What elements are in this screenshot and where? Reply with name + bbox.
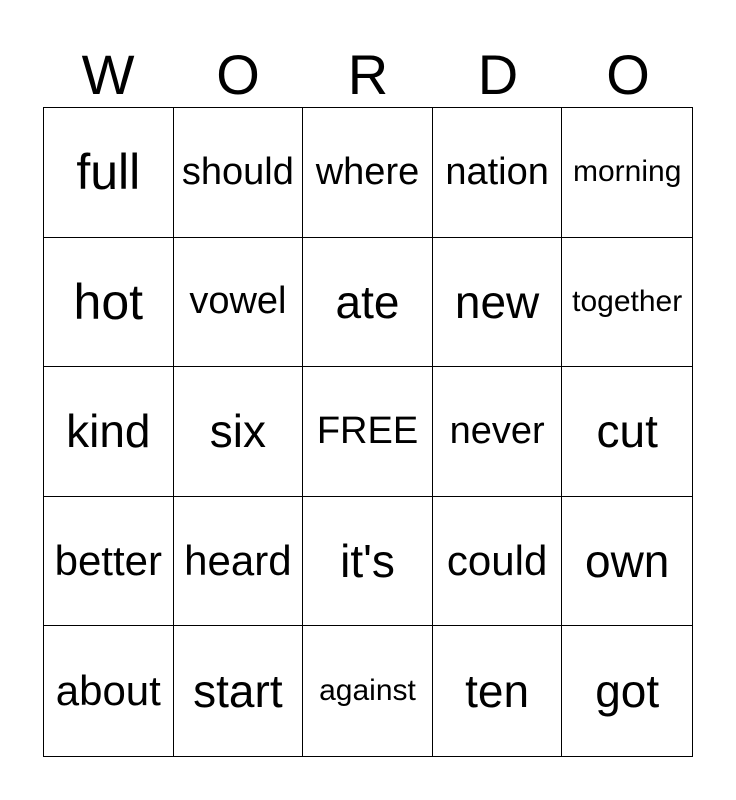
header-letter-o-2: O	[606, 43, 650, 106]
bingo-cell-r4-c2[interactable]: against	[303, 626, 433, 756]
bingo-cell-r4-c1[interactable]: start	[174, 626, 304, 756]
bingo-cell-r2-c3[interactable]: never	[433, 367, 563, 497]
bingo-cell-r1-c2[interactable]: ate	[303, 238, 433, 368]
bingo-cell-r0-c2[interactable]: where	[303, 108, 433, 238]
bingo-header	[43, 44, 693, 106]
bingo-cell-r2-c0[interactable]: kind	[44, 367, 174, 497]
bingo-cell-r1-c1[interactable]: vowel	[174, 238, 304, 368]
header-letter-w: W	[81, 43, 135, 106]
header-letter-d: D	[477, 43, 519, 106]
bingo-cell-r0-c0[interactable]: full	[44, 108, 174, 238]
bingo-cell-r3-c1[interactable]: heard	[174, 497, 304, 627]
bingo-cell-r4-c0[interactable]: about	[44, 626, 174, 756]
bingo-cell-r4-c4[interactable]: got	[595, 665, 660, 718]
bingo-cell-r2-c4[interactable]: cut	[562, 367, 692, 497]
bingo-cell-r2-c1[interactable]: six	[174, 367, 304, 497]
bingo-cell-r3-c2[interactable]: it's	[303, 497, 433, 627]
bingo-cell-r3-c4[interactable]: own	[562, 497, 692, 627]
bingo-cell-r4-c3[interactable]: ten	[433, 626, 563, 756]
bingo-cell-r1-c0[interactable]: hot	[44, 238, 174, 368]
bingo-cell-r0-c3[interactable]: nation	[433, 108, 563, 238]
bingo-cell-r3-c0[interactable]: better	[44, 497, 174, 627]
bingo-cell-r0-c1[interactable]: should	[174, 108, 304, 238]
header-letter-r: R	[347, 43, 389, 106]
bingo-cell-r1-c3[interactable]: new	[433, 238, 563, 368]
bingo-cell-r1-c4[interactable]: together	[562, 238, 692, 368]
bingo-board	[43, 107, 693, 757]
bingo-cell-r2-c2[interactable]: FREE	[303, 367, 433, 497]
bingo-cell-r0-c4[interactable]: morning	[562, 108, 692, 238]
header-letter-o: O	[216, 43, 260, 106]
bingo-cell-r3-c3[interactable]: could	[433, 497, 563, 627]
